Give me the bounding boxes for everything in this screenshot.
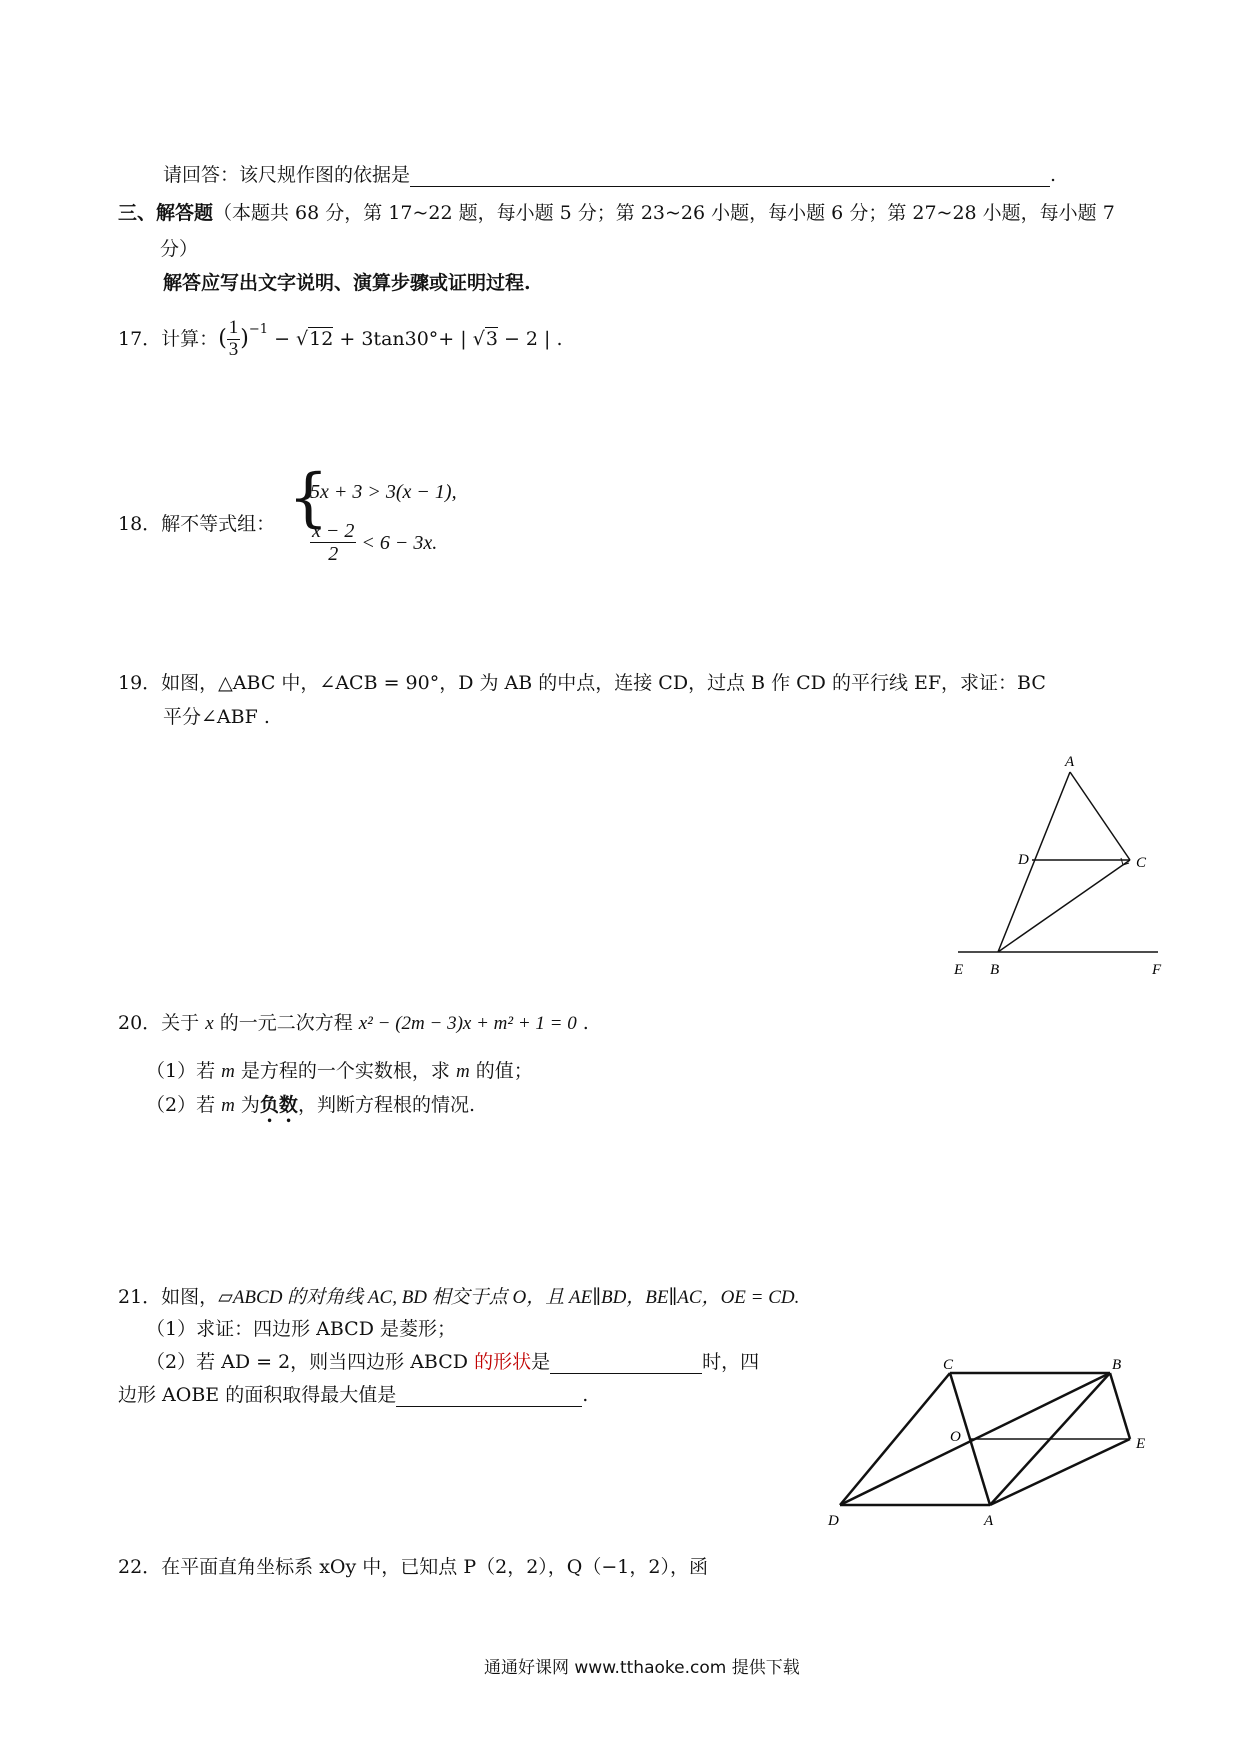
q17-sqrt3: 3 — [485, 328, 498, 351]
fig21-label-e: E — [1136, 1436, 1146, 1452]
figure-21 — [820, 1355, 1170, 1530]
q20-sub2: （2）若 m 为负数，判断方程根的情况. — [146, 1094, 475, 1116]
section-header — [118, 202, 1115, 225]
answer-blank[interactable] — [410, 166, 1050, 187]
q21-blank-area[interactable] — [396, 1386, 582, 1407]
fig19-label-a: A — [1065, 754, 1075, 770]
q17-sqrt12: 12 — [309, 328, 334, 351]
q20-emphasis: 负数 — [259, 1094, 298, 1116]
figure-19 — [940, 750, 1180, 982]
section-title: 三、解答题 — [118, 202, 214, 224]
q19-line1: 19．如图，△ABC 中，∠ACB = 90°，D 为 AB 的中点，连接 CD，过点 B 作 CD 的平行线 EF，求证：BC — [118, 672, 1046, 694]
fig21-label-a: A — [984, 1513, 994, 1529]
q18-inequality-1: 5x + 3 > 3(x − 1), — [310, 481, 457, 503]
q20-line1: 20．关于 x 的一元二次方程 x² − (2m − 3)x + m² + 1 = 0 . — [118, 1012, 589, 1034]
section-desc-line2: 分） — [160, 238, 199, 260]
fig19-label-f: F — [1152, 962, 1162, 978]
q18-label: 18．解不等式组： — [118, 513, 276, 535]
parallelogram-symbol: ▱ — [218, 1286, 233, 1308]
q18-fraction: $\frac{x - 2}{2}$ — [312, 520, 355, 565]
fig21-label-o: O — [950, 1429, 961, 1445]
answer-end: . — [1050, 164, 1057, 186]
fig19-label-b: B — [990, 962, 1000, 978]
fig19-label-c: C — [1136, 855, 1147, 871]
q17-label: 17．计算： — [118, 327, 219, 350]
fig19-line-ac — [1070, 772, 1130, 860]
question-17: 17．计算： ( $\frac{1}{3}$ ) $^{-1}$ − √ 12 + 3tan30°+ | √ 3 − 2 | . — [118, 317, 563, 360]
fig19-label-d: D — [1018, 852, 1029, 868]
q17-exponent: −1 — [248, 321, 269, 337]
q22-line1: 22．在平面直角坐标系 xOy 中，已知点 P（2，2），Q（−1，2），函 — [118, 1556, 708, 1578]
fig21-line-be — [1110, 1373, 1130, 1439]
footer-text: 通通好课网 www.tthaoke.com 提供下载 — [484, 1658, 800, 1678]
q18-brace: { — [288, 461, 329, 535]
section-note: 解答应写出文字说明、演算步骤或证明过程. — [163, 272, 531, 294]
fig21-side-dc — [840, 1373, 950, 1505]
answer-prompt-line — [163, 164, 1056, 187]
fig21-label-d: D — [828, 1513, 839, 1529]
q21-sub2-line2: 边形 AOBE 的面积取得最大值是 . — [118, 1384, 589, 1406]
fig19-label-e: E — [954, 962, 964, 978]
q21-red-text: 的形状 — [474, 1351, 532, 1373]
fig19-line-ab — [998, 772, 1070, 952]
q21-blank-shape[interactable] — [550, 1353, 702, 1374]
q21-line1: 21．如图，▱ABCD 的对角线 AC, BD 相交于点 O，且 AE∥BD，BE∥AC，OE = CD. — [118, 1286, 800, 1308]
fig19-line-bc — [998, 860, 1130, 952]
fig21-label-b: B — [1112, 1357, 1122, 1373]
section-desc-line1: （本题共 68 分，第 17~22 题，每小题 5 分；第 23~26 小题，每小题 6 分；第 27~28 小题，每小题 7 — [213, 202, 1115, 224]
fig21-label-c: C — [943, 1357, 954, 1373]
q21-sub1: （1）求证：四边形 ABCD 是菱形； — [146, 1318, 456, 1340]
q21-sub2: （2）若 AD = 2，则当四边形 ABCD 的形状是 时，四 — [146, 1351, 760, 1373]
q17-fraction: $\frac{1}{3}$ — [228, 317, 239, 360]
fig21-line-ea — [990, 1439, 1130, 1505]
q20-equation: x² − (2m − 3)x + m² + 1 = 0 — [358, 1013, 577, 1034]
answer-prompt: 请回答：该尺规作图的依据是 — [163, 164, 411, 186]
q20-sub1: （1）若 m 是方程的一个实数根，求 m 的值； — [146, 1060, 533, 1082]
q18-inequality-2: $\frac{x - 2}{2}$ < 6 − 3x. — [312, 520, 438, 565]
q19-line2: 平分∠ABF . — [163, 706, 270, 728]
